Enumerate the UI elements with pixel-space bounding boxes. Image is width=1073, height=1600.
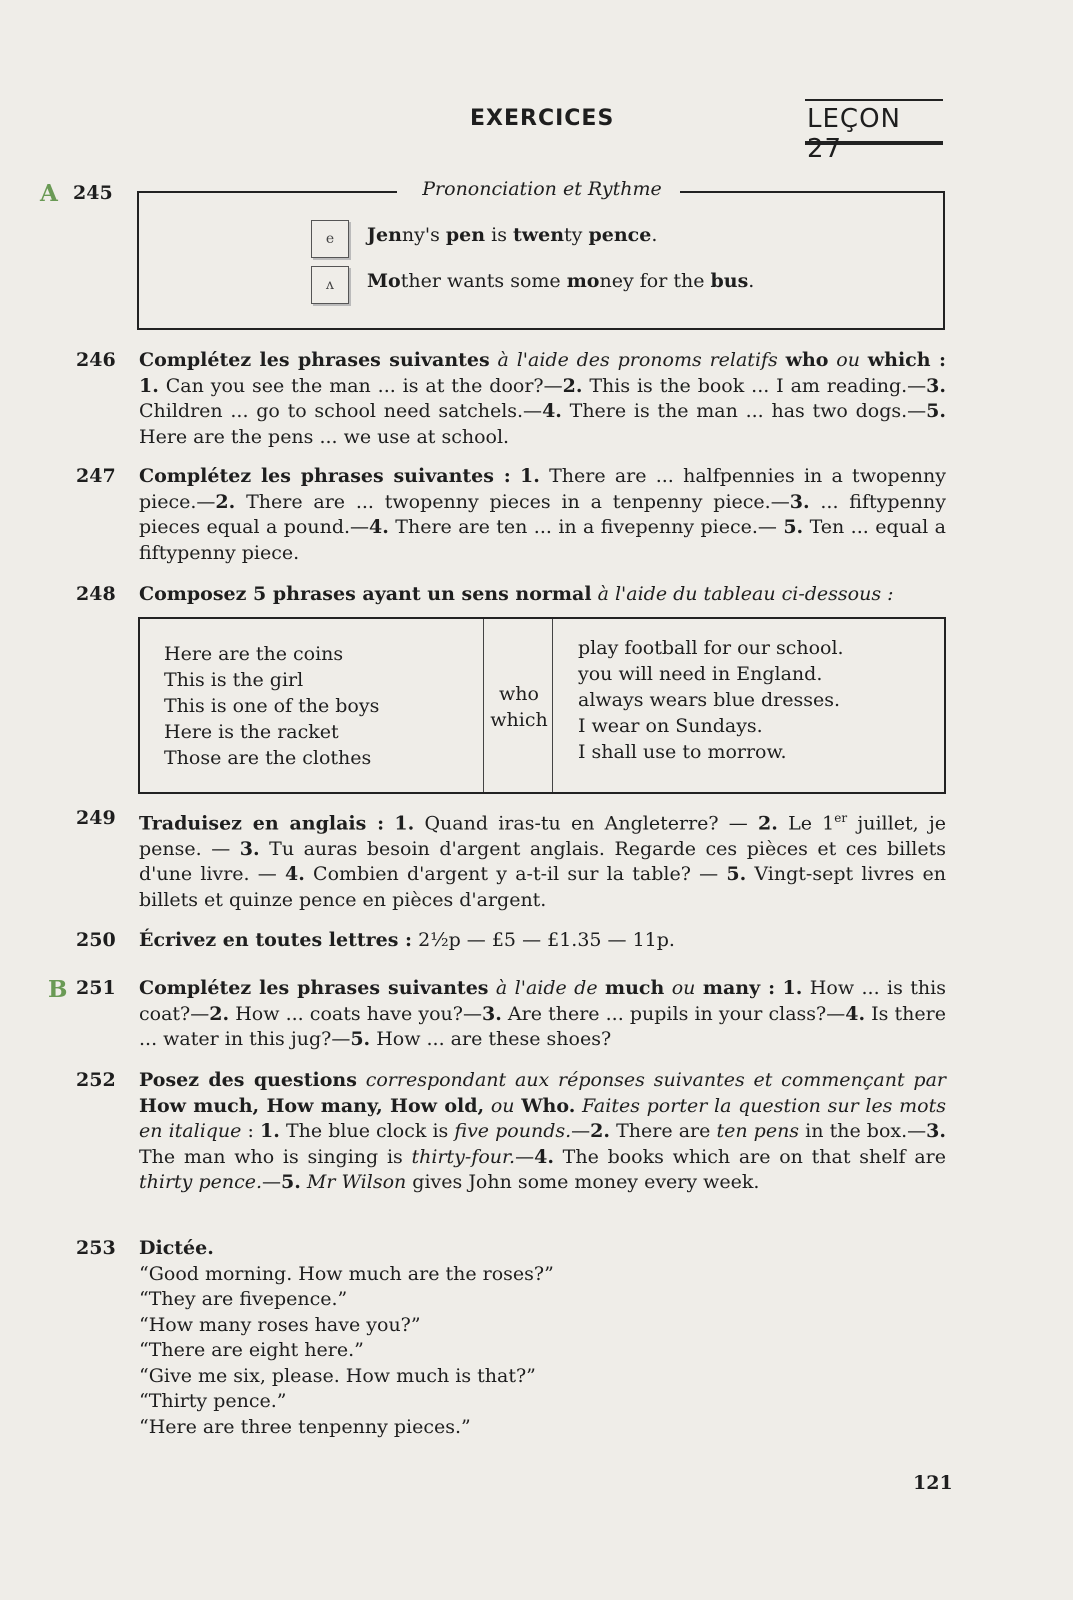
text-segment: 2. (590, 1120, 611, 1142)
text-segment: There are ... twopenny pieces in a tenpenny piece.— (235, 490, 790, 513)
page-title: EXERCICES (470, 106, 615, 131)
table-cell: you will need in England. (578, 663, 823, 685)
text-segment: 3. (481, 1002, 502, 1025)
text-segment (384, 812, 394, 834)
section-letter-b: B (48, 976, 68, 1003)
exercise-text (139, 582, 946, 608)
text-segment: ... fiftypenny pieces equal a pound.— (139, 490, 946, 538)
pronunciation-line (367, 224, 657, 246)
exercise-number: 245 (73, 182, 113, 204)
dictation-title: Dictée. (139, 1237, 214, 1259)
text-segment: gives John some money every week. (406, 1171, 760, 1193)
text-segment: Complétez les phrases suivantes (139, 977, 489, 999)
text-segment: Ten ... equal a fiftypenny piece. (139, 516, 946, 564)
text-segment: — (262, 1171, 282, 1193)
text-segment: Tu auras besoin d'argent anglais. Regarde ces pièces et ces billets d'une livre. — (139, 837, 946, 886)
text-segment: Le 1 (777, 812, 835, 835)
text-segment: 1. (260, 1120, 280, 1142)
text-segment: Can you see the man ... is at the door?— (158, 374, 563, 397)
text-segment: How much, How many, How old, (139, 1094, 485, 1117)
table-cell: which (490, 709, 548, 731)
text-segment: Mo (367, 270, 401, 292)
text-segment: Children ... go to school need satchels.— (139, 400, 543, 422)
text-segment: à l'aide des pronoms relatifs (489, 349, 786, 371)
exercise-text (139, 806, 946, 913)
text-segment: There are ... halfpennies in a twopenny piece.— (139, 465, 947, 513)
lesson-header (805, 99, 943, 164)
text-segment: — (515, 1145, 535, 1168)
text-segment: Combien d'argent y a-t-il sur la table? — (304, 863, 727, 886)
exercise-246 (76, 348, 946, 450)
substitution-table (138, 617, 946, 794)
exercise-number: 248 (76, 583, 116, 605)
text-segment: who (785, 349, 829, 371)
table-cell: Here are the coins (164, 643, 344, 665)
table-cell: always wears blue dresses. (578, 689, 841, 711)
table-cell: I shall use to morrow. (578, 741, 787, 763)
exercise-number: 247 (76, 465, 116, 487)
table-cell: Those are the clothes (164, 747, 372, 769)
text-segment: ny's (401, 224, 446, 246)
dictation-line: “Here are three tenpenny pieces.” (139, 1415, 471, 1438)
text-segment: : (241, 1120, 261, 1142)
text-segment: many : (702, 977, 776, 999)
text-segment: The man who is singing is (139, 1145, 412, 1168)
lesson-label: LEÇON 27 (807, 104, 901, 164)
text-segment: 2. (215, 490, 236, 513)
exercise-number: 249 (76, 807, 116, 829)
text-segment: 1. (139, 374, 159, 397)
phoneme-box: ʌ (311, 266, 349, 304)
text-segment: — (571, 1120, 591, 1142)
text-segment: mo (566, 270, 600, 292)
text-segment: pen (445, 224, 486, 246)
text-segment: 4. (542, 400, 562, 422)
text-segment: Écrivez en toutes lettres : (139, 929, 413, 951)
exercise-248 (76, 582, 946, 608)
exercise-number: 252 (76, 1069, 116, 1091)
pronunciation-title: Prononciation et Rythme (422, 178, 662, 200)
exercise-text (139, 1068, 946, 1196)
text-segment: bus (710, 270, 749, 292)
page-number: 121 (913, 1472, 953, 1494)
table-cell: I wear on Sundays. (578, 715, 763, 737)
text-segment: 5. (350, 1028, 371, 1050)
text-segment: How ... is this coat?— (139, 977, 946, 1025)
exercise-number: 250 (76, 929, 116, 951)
table-cell: who (499, 683, 539, 705)
exercise-252 (76, 1068, 946, 1196)
text-segment: Complétez les phrases suivantes : (139, 465, 511, 487)
text-segment: ou (828, 349, 868, 371)
text-segment: ou (664, 977, 703, 999)
text-segment: pence (588, 224, 652, 246)
section-letter-a: A (40, 180, 58, 207)
table-divider (483, 619, 484, 792)
text-segment: 4. (534, 1145, 554, 1168)
text-segment: 5. (281, 1171, 301, 1193)
text-segment (775, 977, 782, 999)
text-segment: 5. (726, 863, 747, 886)
text-segment: Traduisez en anglais : (139, 812, 385, 835)
text-segment: 1. (394, 812, 415, 835)
dictation-line: “There are eight here.” (139, 1339, 364, 1361)
text-segment: . (651, 224, 658, 246)
text-segment (511, 465, 520, 487)
text-segment: 2½p — £5 — £1.35 — 11p. (412, 929, 675, 951)
text-segment: 2. (562, 374, 583, 397)
text-segment: There is the man ... has two dogs.— (561, 400, 927, 422)
text-segment: à l'aide de (488, 977, 606, 999)
dictation-line: “They are fivepence.” (139, 1288, 348, 1310)
text-segment: 4. (369, 516, 389, 538)
text-segment: 3. (239, 837, 260, 860)
text-segment: Are there ... pupils in your class?— (501, 1002, 846, 1025)
text-segment: 2. (758, 812, 778, 835)
text-segment: This is the book ... I am reading.— (582, 374, 927, 397)
text-segment: 5. (926, 400, 946, 422)
text-segment: Vingt-sept livres en billets et quinze pence en pièces d'argent. (139, 863, 946, 911)
pronunciation-line (367, 270, 754, 292)
text-segment: ou (484, 1094, 522, 1117)
text-segment: Faites porter la question sur les mots en italique (139, 1094, 946, 1142)
table-cell: Here is the racket (164, 721, 339, 743)
text-segment: thirty pence. (139, 1171, 263, 1193)
text-segment: Is there ... water in this jug?— (139, 1002, 946, 1050)
text-segment: How ... are these shoes? (370, 1028, 612, 1050)
exercise-text (139, 928, 946, 954)
text-segment: is (485, 224, 513, 246)
exercise-249 (76, 806, 946, 913)
exercise-text (139, 976, 946, 1053)
table-column-subjects (164, 641, 379, 771)
text-segment: There are (610, 1120, 717, 1142)
exercise-247 (76, 464, 946, 566)
text-segment: ten pens (716, 1120, 800, 1142)
text-segment: 1. (782, 977, 803, 999)
text-segment: Composez 5 phrases ayant un sens normal (139, 583, 592, 605)
phoneme-box: e (311, 220, 349, 258)
text-segment: which : (867, 349, 946, 371)
text-segment: 2. (209, 1002, 230, 1025)
text-segment: much (605, 977, 665, 999)
dictation-line: “Good morning. How much are the roses?” (139, 1262, 554, 1285)
text-segment: ney for the (599, 270, 711, 292)
exercise-251 (76, 976, 946, 1053)
table-divider (552, 619, 553, 792)
text-segment: 4. (285, 863, 305, 886)
exercise-number: 251 (76, 977, 116, 999)
text-segment: five pounds. (454, 1120, 572, 1142)
exercise-number: 253 (76, 1237, 116, 1259)
dictation (139, 1236, 946, 1440)
exercise-number: 246 (76, 349, 116, 371)
text-segment: juillet, je pense. — (139, 812, 946, 860)
text-segment: 3. (926, 1120, 946, 1142)
text-segment: thirty-four. (411, 1145, 516, 1168)
text-segment: 5. (783, 516, 804, 538)
text-segment: à l'aide du tableau ci-dessous : (591, 583, 894, 605)
text-segment: ther wants some (400, 270, 567, 292)
text-segment: correspondant aux réponses suivantes et commençant par (356, 1069, 946, 1091)
text-segment: Quand iras-tu en Angleterre? — (414, 812, 759, 835)
table-cell: play football for our school. (578, 637, 844, 659)
text-segment: 3. (926, 374, 946, 397)
text-segment: How ... coats have you?— (229, 1002, 482, 1025)
text-segment: The blue clock is (279, 1120, 455, 1142)
text-segment: 1. (520, 465, 540, 487)
table-column-endings (578, 635, 844, 765)
text-segment: There are ten ... in a fivepenny piece.— (388, 516, 784, 538)
text-segment: twen (512, 224, 565, 246)
text-segment: ty (564, 224, 589, 246)
table-column-pronouns (485, 681, 553, 733)
text-segment: 4. (845, 1002, 866, 1025)
text-segment: Who. (521, 1094, 576, 1117)
dictation-line: “How many roses have you?” (139, 1313, 421, 1336)
pronunciation-box (137, 178, 945, 330)
text-segment: The books which are on that shelf are (553, 1145, 946, 1168)
exercise-253 (76, 1236, 946, 1440)
exercise-250 (76, 928, 946, 954)
exercise-text (139, 464, 946, 566)
box-border (137, 191, 397, 193)
dictation-line: “Thirty pence.” (139, 1390, 287, 1412)
text-segment: Mr Wilson (306, 1171, 407, 1193)
table-cell: This is the girl (164, 669, 304, 691)
table-cell: This is one of the boys (164, 695, 380, 717)
text-segment: Complétez les phrases suivantes (139, 349, 490, 371)
text-segment: Here are the pens ... we use at school. (139, 425, 510, 448)
box-border (680, 191, 945, 193)
text-segment: . (748, 270, 755, 292)
text-segment: Posez des questions (139, 1069, 357, 1091)
dictation-line: “Give me six, please. How much is that?” (139, 1364, 536, 1387)
text-segment: Jen (367, 224, 402, 246)
text-segment: 3. (789, 490, 810, 513)
text-segment: er (834, 811, 848, 825)
text-segment: in the box.— (799, 1120, 927, 1142)
exercise-text (139, 348, 946, 450)
